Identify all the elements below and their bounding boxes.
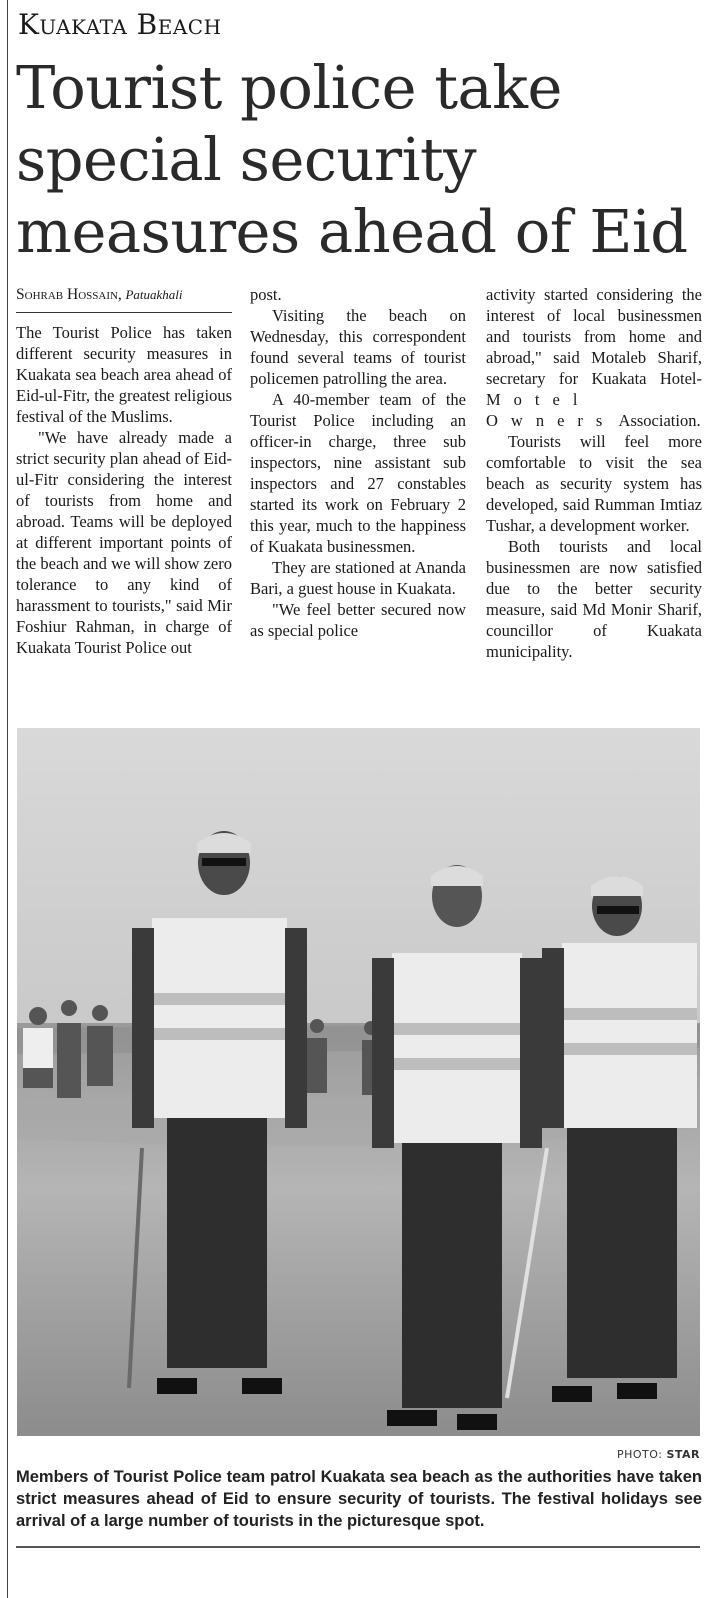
photo-credit <box>617 1448 700 1461</box>
paragraph-text: activity started considering the interest of local businessmen and tourists from home and abroad," said Motaleb Sharif, secretary for Kuakata Hotel- <box>486 285 702 388</box>
section-kicker: Kuakata Beach <box>18 8 222 41</box>
bottom-rule <box>16 1546 700 1548</box>
photo-caption: Members of Tourist Police team patrol Kuakata sea beach as the authorities have taken strict measures ahead of Eid to ensure security of tourists. The festival holidays see arrival of a large number of tourists in the picturesque spot. <box>16 1468 702 1530</box>
paragraph: "We have already made a strict security plan ahead of Eid-ul-Fitr considering the interest of tourists from home and abroad. Teams will be deployed at different important points of the beach and we will show zero tolerance to any kind of harassment to tourists," said Mir Foshiur Rahman, in charge of Kuakata Tourist Police out <box>16 428 232 657</box>
byline-author: Sohrab Hossain, <box>16 286 122 303</box>
byline <box>16 284 232 313</box>
byline-place: Patuakhali <box>125 287 183 302</box>
article-column-1 <box>16 284 232 658</box>
left-column-rule <box>7 0 8 1598</box>
article-column-2 <box>250 284 466 641</box>
paragraph <box>486 284 702 431</box>
paragraph: The Tourist Police has taken different security measures in Kuakata sea beach area ahead of Eid-ul-Fitr, the greatest religious festival of the Muslims. <box>16 323 232 426</box>
photo-image <box>17 728 700 1436</box>
headline: Tourist police take special security measures ahead of Eid <box>16 53 688 266</box>
paragraph: They are stationed at Ananda Bari, a guest house in Kuakata. <box>250 558 466 598</box>
paragraph: A 40-member team of the Tourist Police including an officer-in charge, three sub inspectors, nine assistant sub inspectors and 27 constables started its work on February 2 this year, much to the happiness of Kuakata businessmen. <box>250 390 466 556</box>
paragraph: Both tourists and local businessmen are now satisfied due to the better security measure, said Md Monir Sharif, councillor of Kuakata municipality. <box>486 537 702 661</box>
photo-credit-label: PHOTO: <box>616 1448 663 1461</box>
paragraph: "We feel better secured now as special police <box>250 600 466 640</box>
article-column-3 <box>486 284 702 662</box>
paragraph: Visiting the beach on Wednesday, this correspondent found several teams of tourist policemen patrolling the area. <box>250 306 466 388</box>
paragraph-text: Motel Owners <box>486 390 616 430</box>
news-photo <box>17 728 700 1436</box>
paragraph-text: Association. <box>618 411 701 430</box>
photo-credit-source: STAR <box>666 1448 700 1461</box>
paragraph: post. <box>250 285 282 304</box>
paragraph: Tourists will feel more comfortable to visit the sea beach as security system has developed, said Rumman Imtiaz Tushar, a development worker. <box>486 432 702 535</box>
